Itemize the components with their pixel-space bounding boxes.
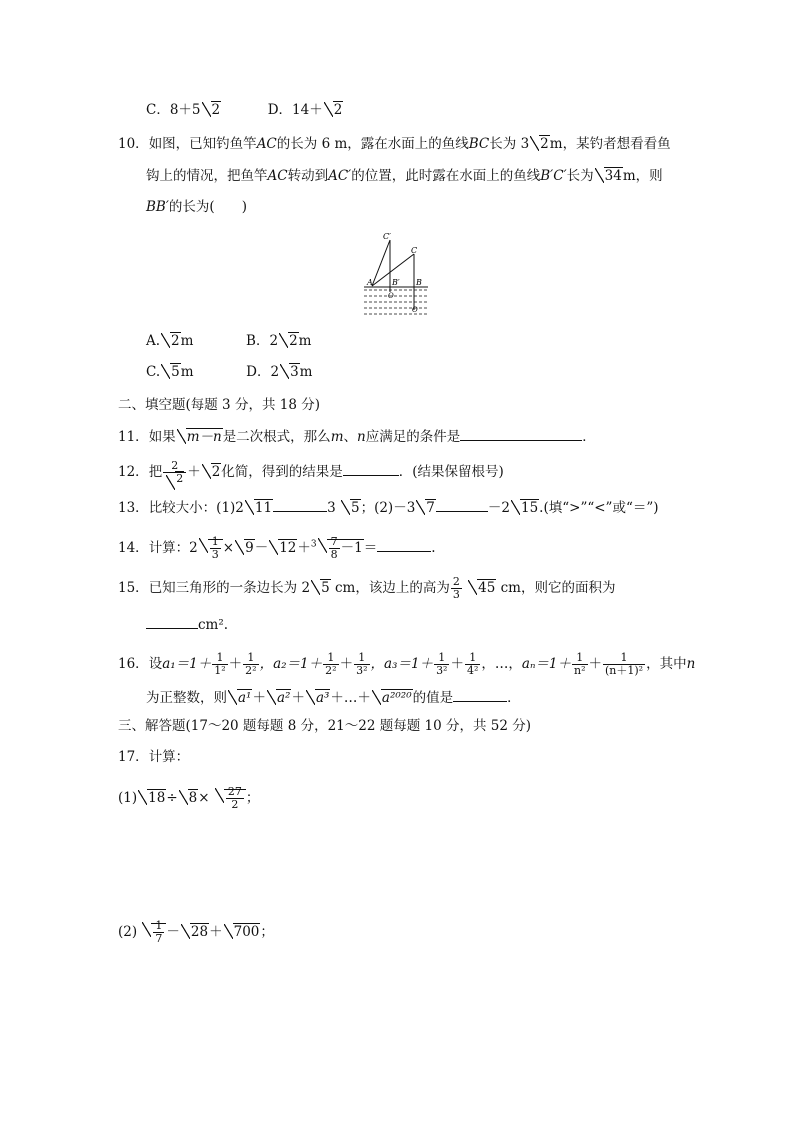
q11: 11．如果 m－n是二次根式，那么m、n应满足的条件是 ．: [118, 426, 596, 447]
q17-part1: (1) 18÷ 8× $\frac{27}{2}$ ；: [118, 785, 260, 811]
q13: 13．比较大小：(1)2 11 3 5；(2)－3 7 －2 15.(填“>”“<”或“＝”): [118, 497, 659, 518]
section-3-heading: 三、解答题(17～20 题每题 8 分，21～22 题每题 10 分，共 52 分): [118, 718, 532, 734]
q16-answer-blank[interactable]: [453, 687, 507, 702]
sqrt-symbol: 5: [341, 498, 361, 518]
q10-options-cd: C. 5m D．2 3m: [146, 364, 313, 380]
q9-options: [146, 100, 343, 120]
sqrt-symbol: $\frac{1}{3}$: [199, 536, 223, 561]
sqrt-symbol: 7: [416, 498, 436, 518]
sqrt-symbol: 2: [202, 462, 222, 482]
label-b: B: [416, 278, 422, 287]
label-c: C: [411, 246, 418, 255]
label-o1: O: [388, 292, 394, 300]
sqrt-symbol: 2: [202, 100, 222, 120]
q15-line2: cm².: [146, 614, 228, 635]
q9-option-d-value: 14＋: [292, 102, 323, 118]
sqrt-symbol: 2: [530, 134, 550, 154]
sqrt-symbol: 12: [269, 538, 297, 558]
q10-line3: BB′的长为( ): [146, 199, 247, 215]
sqrt-symbol: 2: [324, 100, 344, 120]
q10-line2: 钩上的情况，把鱼竿AC转动到AC′的位置，此时露在水面上的鱼线B′C′长为 34m，则: [146, 168, 663, 184]
fraction: $\frac{2}{3}$: [452, 575, 460, 601]
q16-line2: 为正整数，则 a¹＋ a²＋ a³＋…＋ a²⁰²⁰的值是 ．: [146, 687, 521, 708]
label-a: A: [367, 278, 373, 287]
sqrt-symbol: a¹: [228, 688, 252, 708]
cube-root-index: 3: [310, 539, 317, 550]
q12-answer-blank[interactable]: [343, 461, 399, 476]
section-2-heading: 二、填空题(每题 3 分，共 18 分): [118, 397, 320, 413]
q14-answer-blank[interactable]: [377, 537, 431, 552]
label-c-prime: C′: [383, 232, 391, 241]
q15-line1: 15．已知三角形的一条边长为 2 5 cm，该边上的高为 $\frac{2}{3}$ 45 cm，则它的面积为: [118, 575, 616, 601]
sqrt-symbol: a²⁰²⁰: [372, 688, 413, 708]
q10-options-ab: A. 2m B．2 2m: [146, 333, 312, 349]
sqrt-symbol: 700: [224, 922, 261, 942]
cube-root-symbol: $\frac{7}{8}$ －1: [318, 536, 364, 561]
sqrt-symbol: 5: [161, 362, 181, 382]
sqrt-symbol: 8: [179, 788, 199, 808]
sqrt-symbol: $\frac{27}{2}$: [215, 786, 246, 811]
sqrt-symbol: 18: [138, 788, 166, 808]
q15-answer-blank[interactable]: [146, 614, 198, 629]
q16-line1: 16．设a₁＝1＋ $\frac{1}{\text{1²}}$ ＋ $\frac{1}{\text{2²}}$ ，a₂＝1＋ $\frac{1}{\text{2²}}$ ＋ $\frac{1}{\text{3²}}$ ，a₃＝1＋ $\frac{1}{\text{3²}}$ ＋ $\frac{1}{\text{4²}}$ ，…，aₙ＝1＋ $\frac{1}{\text{n²}}$ ＋ $\frac{1}{\text{(n＋1)²}}$ ，其中n: [118, 651, 696, 677]
sqrt-symbol: 2: [161, 331, 181, 351]
sqrt-symbol: 28: [181, 922, 209, 942]
q9-option-c-label: C．: [146, 102, 170, 118]
q13-answer-blank-1[interactable]: [273, 497, 327, 512]
fraction: $\frac{2}{2}$: [163, 460, 186, 485]
sqrt-symbol: 5: [311, 578, 331, 598]
sqrt-symbol: 45: [468, 578, 496, 598]
fishing-rod-figure: [360, 230, 432, 320]
label-o2: O: [412, 306, 418, 314]
q11-answer-blank[interactable]: [460, 426, 582, 441]
sqrt-symbol: $\frac{1}{7}$: [142, 920, 166, 945]
q17-part2: (2) $\frac{1}{7}$ － 28＋ 700；: [118, 919, 274, 945]
q12: 12．把 $\frac{2}{2}$ ＋ 2化简，得到的结果是 ．(结果保留根号): [118, 459, 504, 485]
sqrt-symbol: 15: [511, 498, 539, 518]
q13-answer-blank-2[interactable]: [436, 497, 488, 512]
sqrt-symbol: a³: [306, 688, 330, 708]
sqrt-symbol: 34: [595, 166, 623, 186]
q10-line1: 10．如图，已知钓鱼竿AC的长为 6 m，露在水面上的鱼线BC长为 3 2m，某钓者想看看鱼: [118, 136, 671, 152]
q9-option-d-label: D．: [267, 102, 293, 118]
sqrt-symbol: 3: [280, 362, 300, 382]
q17-heading: 17．计算：: [118, 749, 190, 765]
label-b-prime: B′: [392, 278, 400, 287]
sqrt-symbol: 2: [279, 331, 299, 351]
sqrt-symbol: 11: [245, 498, 273, 518]
sqrt-symbol: a²: [267, 688, 291, 708]
sqrt-symbol: m－n: [177, 427, 223, 447]
q14: 14．计算：2 $\frac{1}{3}$ × 9－ 12＋$^3$ $\frac{7}{8}$ －1＝ .: [118, 535, 436, 561]
q9-option-c-value: 8＋5: [169, 102, 201, 118]
sqrt-symbol: 9: [235, 538, 255, 558]
